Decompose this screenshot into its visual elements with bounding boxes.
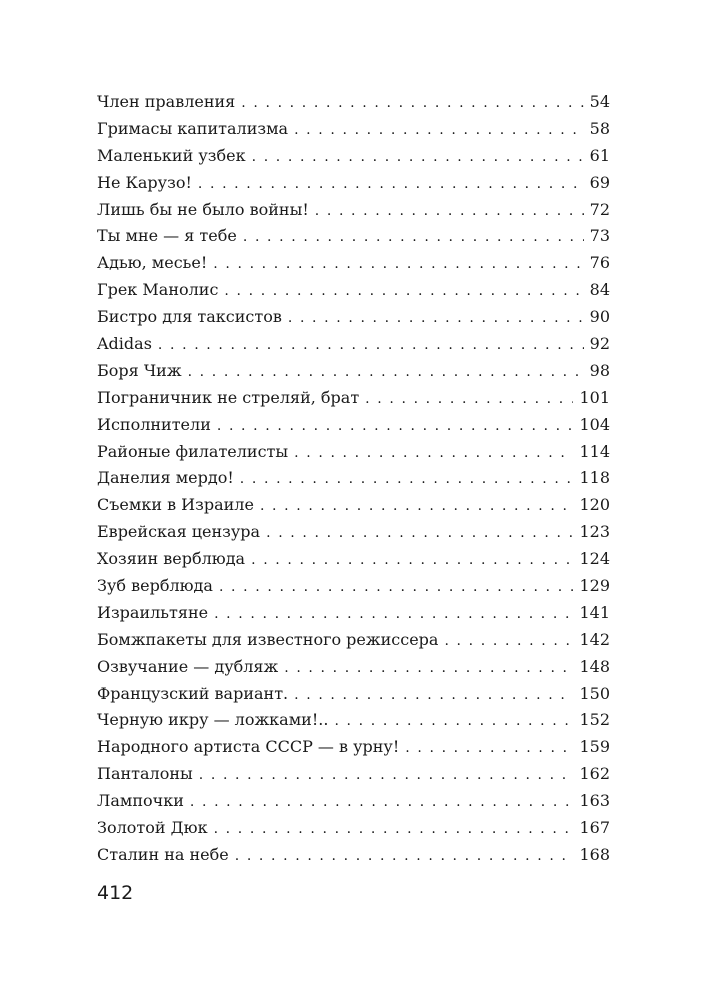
- toc-entry-page: 141: [579, 602, 610, 622]
- toc-entry-page: 150: [579, 683, 610, 703]
- toc-entry-title: Съемки в Израиле: [97, 495, 254, 515]
- dot-leader: [294, 117, 584, 144]
- dot-leader: [190, 789, 574, 816]
- toc-entry-title: Грек Манолис: [97, 280, 219, 300]
- toc-entry-page: 104: [579, 414, 610, 434]
- dot-leader: [243, 224, 584, 251]
- toc-entry-title: Исполнители: [97, 414, 211, 434]
- toc-entry-title: Не Карузо!: [97, 172, 192, 192]
- toc-entry: [97, 304, 610, 331]
- toc-entry-page: 69: [589, 172, 610, 192]
- dot-leader: [405, 735, 573, 762]
- toc-entry-page: 54: [589, 92, 610, 111]
- toc-entry-title: Адью, месье!: [97, 253, 208, 273]
- toc-entry-page: 118: [579, 468, 610, 488]
- toc-entry-title: Бомжпакеты для известного режиссера: [97, 629, 439, 649]
- toc-entry-title: Хозяин верблюда: [97, 549, 246, 569]
- toc-entry: [97, 627, 610, 654]
- toc-entry: [97, 89, 610, 116]
- table-of-contents: [97, 89, 610, 869]
- dot-leader: [251, 547, 573, 574]
- dot-leader: [365, 386, 573, 413]
- dot-leader: [334, 708, 573, 735]
- toc-entry: [97, 788, 610, 815]
- dot-leader: [260, 493, 574, 520]
- toc-entry: [97, 654, 610, 681]
- toc-entry-page: 148: [579, 656, 610, 676]
- dot-leader: [288, 305, 584, 332]
- toc-entry-page: 124: [579, 549, 610, 569]
- toc-entry: [97, 465, 610, 492]
- dot-leader: [266, 520, 573, 547]
- toc-entry-title: Маленький узбек: [97, 145, 246, 165]
- toc-entry: [97, 707, 610, 734]
- dot-leader: [198, 171, 584, 198]
- dot-leader: [241, 90, 583, 117]
- toc-entry-page: 168: [579, 844, 610, 864]
- toc-entry-page: 58: [589, 118, 610, 138]
- dot-leader: [240, 466, 574, 493]
- toc-entry-title: Зуб верблюда: [97, 576, 213, 596]
- toc-entry-title: Ты мне — я тебе: [97, 226, 237, 246]
- toc-entry-page: 61: [589, 145, 610, 165]
- toc-entry-title: Черную икру — ложками!..: [97, 710, 329, 730]
- toc-entry: [97, 197, 610, 224]
- toc-entry: [97, 842, 610, 869]
- dot-leader: [294, 440, 573, 467]
- toc-entry-title: Боря Чиж: [97, 360, 182, 380]
- dot-leader: [294, 682, 573, 709]
- dot-leader: [235, 843, 574, 870]
- toc-entry-page: 72: [589, 199, 610, 219]
- toc-entry-page: 152: [579, 710, 610, 730]
- toc-entry-page: 98: [589, 360, 610, 380]
- toc-entry: [97, 573, 610, 600]
- toc-entry: [97, 600, 610, 627]
- dot-leader: [444, 628, 573, 655]
- dot-leader: [252, 144, 584, 171]
- toc-entry-title: Панталоны: [97, 764, 193, 784]
- page-number: 412: [97, 882, 134, 904]
- toc-entry-page: 90: [589, 307, 610, 327]
- toc-entry: [97, 761, 610, 788]
- dot-leader: [224, 278, 583, 305]
- toc-entry: [97, 815, 610, 842]
- toc-entry: [97, 277, 610, 304]
- toc-entry: [97, 116, 610, 143]
- toc-entry-title: Еврейская цензура: [97, 522, 261, 542]
- toc-entry-title: Пограничник не стреляй, брат: [97, 387, 360, 407]
- toc-entry-page: 114: [579, 441, 610, 461]
- toc-entry-page: 73: [589, 226, 610, 246]
- dot-leader: [199, 762, 574, 789]
- toc-entry-title: Член правления: [97, 92, 236, 111]
- dot-leader: [315, 198, 584, 225]
- toc-entry: [97, 734, 610, 761]
- toc-entry: [97, 223, 610, 250]
- dot-leader: [214, 601, 573, 628]
- toc-entry-page: 101: [579, 387, 610, 407]
- toc-entry-page: 142: [579, 629, 610, 649]
- toc-entry-title: Лишь бы не было войны!: [97, 199, 309, 219]
- toc-entry-page: 123: [579, 522, 610, 542]
- dot-leader: [158, 332, 584, 359]
- dot-leader: [213, 251, 583, 278]
- toc-entry: [97, 439, 610, 466]
- toc-entry-title: Бистро для таксистов: [97, 307, 282, 327]
- toc-entry-title: Французский вариант.: [97, 683, 289, 703]
- toc-entry-title: Районые филателисты: [97, 441, 289, 461]
- toc-entry-page: 163: [579, 791, 610, 811]
- toc-entry-title: Золотой Дюк: [97, 818, 208, 838]
- toc-entry-title: Сталин на небе: [97, 844, 229, 864]
- toc-entry-title: Народного артиста СССР — в урну!: [97, 737, 400, 757]
- toc-entry-page: 92: [589, 334, 610, 354]
- toc-entry: [97, 385, 610, 412]
- toc-entry-title: Израильтяне: [97, 602, 209, 622]
- toc-entry: [97, 331, 610, 358]
- toc-entry-title: Adidas: [97, 334, 152, 354]
- dot-leader: [217, 413, 574, 440]
- toc-entry: [97, 546, 610, 573]
- dot-leader: [284, 655, 573, 682]
- toc-entry: [97, 412, 610, 439]
- toc-entry: [97, 170, 610, 197]
- toc-entry-page: 159: [579, 737, 610, 757]
- toc-entry: [97, 519, 610, 546]
- toc-entry: [97, 250, 610, 277]
- toc-entry-title: Гримасы капитализма: [97, 118, 289, 138]
- dot-leader: [214, 816, 574, 843]
- toc-entry-page: 129: [579, 576, 610, 596]
- toc-entry-page: 76: [589, 253, 610, 273]
- toc-entry: [97, 143, 610, 170]
- dot-leader: [188, 359, 584, 386]
- toc-entry-title: Лампочки: [97, 791, 184, 811]
- toc-entry-title: Данелия мердо!: [97, 468, 234, 488]
- toc-entry: [97, 492, 610, 519]
- toc-entry: [97, 358, 610, 385]
- dot-leader: [219, 574, 574, 601]
- toc-entry-page: 84: [589, 280, 610, 300]
- toc-entry-page: 120: [579, 495, 610, 515]
- toc-entry-page: 162: [579, 764, 610, 784]
- toc-entry: [97, 681, 610, 708]
- toc-entry-page: 167: [579, 818, 610, 838]
- toc-entry-title: Озвучание — дубляж: [97, 656, 279, 676]
